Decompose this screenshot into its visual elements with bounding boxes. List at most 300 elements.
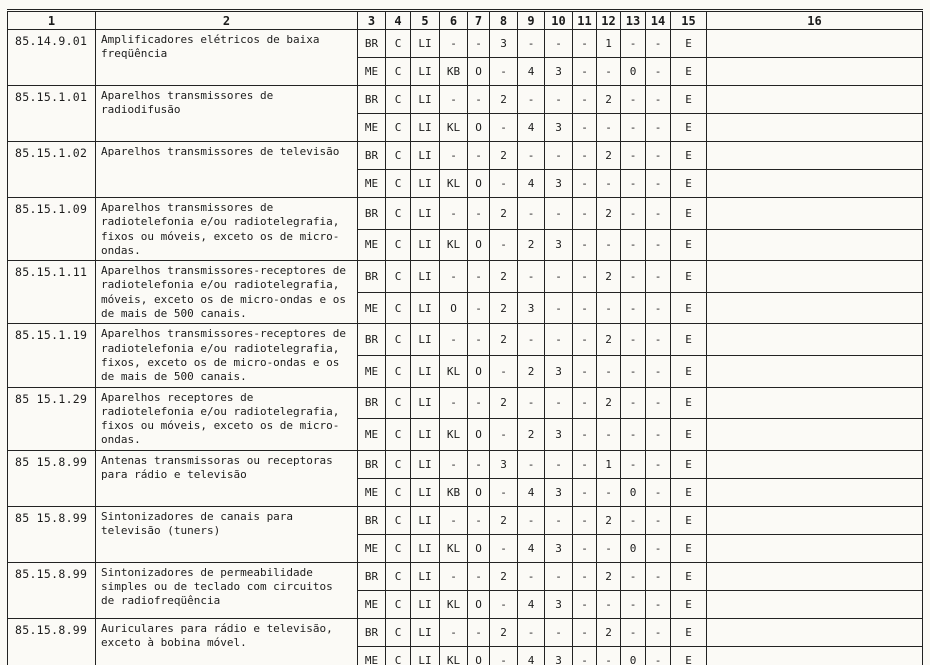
value-cell [707,590,923,618]
value-cell: E [671,58,707,86]
value-cell: 2 [597,142,621,170]
value-cell: O [468,534,490,562]
value-cell: - [573,198,597,230]
value-cell: C [386,646,411,665]
value-cell: - [646,170,671,198]
value-cell: - [573,562,597,590]
value-cell: 2 [597,86,621,114]
value-cell: - [545,387,573,419]
origin-cell: ME [358,292,386,324]
value-cell: 0 [621,58,646,86]
value-cell: LI [411,292,440,324]
value-cell: - [621,170,646,198]
value-cell: KL [440,355,468,387]
value-cell: C [386,198,411,230]
value-cell: O [468,229,490,261]
value-cell: - [573,590,597,618]
value-cell: - [597,114,621,142]
value-cell: LI [411,355,440,387]
value-cell: - [490,478,518,506]
value-cell: - [573,170,597,198]
value-cell: E [671,419,707,451]
table-row [8,261,923,293]
value-cell: - [646,387,671,419]
column-header: 2 [96,11,358,30]
value-cell: - [490,419,518,451]
value-cell: 2 [597,618,621,646]
origin-cell: BR [358,261,386,293]
value-cell: C [386,534,411,562]
origin-cell: ME [358,355,386,387]
value-cell: - [518,387,545,419]
value-cell: - [621,419,646,451]
value-cell: - [597,478,621,506]
value-cell: - [597,534,621,562]
value-cell [707,450,923,478]
value-cell: LI [411,590,440,618]
value-cell: - [573,58,597,86]
value-cell [707,58,923,86]
value-cell: - [440,506,468,534]
value-cell: C [386,562,411,590]
code-cell: 85.15.1.02 [8,142,96,198]
column-header: 10 [545,11,573,30]
origin-cell: ME [358,229,386,261]
value-cell: O [440,292,468,324]
value-cell: O [468,646,490,665]
value-cell: - [468,261,490,293]
value-cell [707,261,923,293]
value-cell: C [386,590,411,618]
value-cell: 2 [490,387,518,419]
value-cell: C [386,261,411,293]
value-cell: E [671,142,707,170]
value-cell: LI [411,229,440,261]
value-cell: 2 [597,562,621,590]
value-cell [707,324,923,356]
value-cell: LI [411,261,440,293]
table-body [8,30,923,665]
origin-cell: ME [358,534,386,562]
value-cell: - [597,229,621,261]
value-cell: E [671,478,707,506]
value-cell: - [545,30,573,58]
value-cell: - [468,618,490,646]
value-cell: - [646,30,671,58]
origin-cell: BR [358,198,386,230]
tariff-table [7,9,923,665]
value-cell: - [440,450,468,478]
value-cell: - [468,324,490,356]
column-header: 9 [518,11,545,30]
origin-cell: BR [358,30,386,58]
value-cell: 3 [545,355,573,387]
value-cell: - [468,198,490,230]
value-cell: 2 [490,198,518,230]
value-cell: KL [440,534,468,562]
value-cell: LI [411,387,440,419]
origin-cell: BR [358,142,386,170]
value-cell [707,86,923,114]
value-cell: KL [440,419,468,451]
value-cell: KL [440,229,468,261]
value-cell: 0 [621,646,646,665]
value-cell: 3 [518,292,545,324]
value-cell: LI [411,114,440,142]
value-cell: - [621,590,646,618]
code-cell: 85.15.1.19 [8,324,96,387]
origin-cell: BR [358,506,386,534]
value-cell: - [646,229,671,261]
value-cell: - [573,419,597,451]
value-cell: LI [411,198,440,230]
value-cell: KB [440,478,468,506]
column-header: 14 [646,11,671,30]
value-cell: LI [411,58,440,86]
value-cell [707,478,923,506]
value-cell: O [468,590,490,618]
description-cell: Aparelhos transmissores-receptores de radiotelefonia e/ou radiotelegrafia, móveis, exceto os de micro-ondas e os de mais de 500 canais. [96,261,358,324]
value-cell: O [468,419,490,451]
value-cell: E [671,387,707,419]
value-cell: LI [411,562,440,590]
value-cell [707,170,923,198]
value-cell: 2 [490,562,518,590]
value-cell: O [468,355,490,387]
value-cell: - [440,86,468,114]
value-cell: - [545,142,573,170]
value-cell: C [386,292,411,324]
description-cell: Antenas transmissoras ou receptoras para rádio e televisão [96,450,358,506]
value-cell: - [646,198,671,230]
value-cell: 2 [490,292,518,324]
value-cell: - [646,534,671,562]
value-cell: - [597,419,621,451]
table-row [8,562,923,590]
value-cell: 2 [597,198,621,230]
value-cell: 3 [545,114,573,142]
value-cell: - [573,618,597,646]
value-cell: - [518,506,545,534]
table-row [8,618,923,646]
value-cell: - [621,229,646,261]
value-cell: - [573,86,597,114]
value-cell: E [671,292,707,324]
value-cell: - [468,562,490,590]
value-cell: C [386,30,411,58]
value-cell: LI [411,419,440,451]
description-cell: Aparelhos transmissores de radiotelefonia e/ou radiotelegrafia, fixos ou móveis, exceto os de micro-ondas. [96,198,358,261]
origin-cell: ME [358,646,386,665]
value-cell: E [671,506,707,534]
value-cell: - [573,114,597,142]
column-header: 16 [707,11,923,30]
value-cell: - [597,170,621,198]
table-row [8,86,923,114]
value-cell: - [518,450,545,478]
value-cell: - [573,450,597,478]
value-cell: - [468,86,490,114]
value-cell: - [490,590,518,618]
code-cell: 85 15.8.99 [8,506,96,562]
value-cell: - [545,292,573,324]
value-cell: - [646,114,671,142]
value-cell: - [545,324,573,356]
value-cell: E [671,646,707,665]
value-cell: 3 [545,590,573,618]
value-cell: 2 [597,387,621,419]
description-cell: Aparelhos transmissores de televisão [96,142,358,198]
value-cell: O [468,170,490,198]
value-cell: E [671,261,707,293]
origin-cell: ME [358,419,386,451]
code-cell: 85.15.8.99 [8,562,96,618]
value-cell: - [646,58,671,86]
value-cell [707,534,923,562]
column-header: 1 [8,11,96,30]
header-row [8,11,923,30]
value-cell: - [646,419,671,451]
column-header: 12 [597,11,621,30]
value-cell: 2 [490,86,518,114]
value-cell: KL [440,646,468,665]
value-cell: - [646,646,671,665]
value-cell: C [386,324,411,356]
value-cell: C [386,478,411,506]
value-cell: - [621,618,646,646]
value-cell: E [671,114,707,142]
value-cell: E [671,30,707,58]
table-row [8,506,923,534]
value-cell: - [597,292,621,324]
value-cell: 2 [490,142,518,170]
value-cell: 3 [545,229,573,261]
value-cell: - [573,646,597,665]
value-cell: - [545,618,573,646]
value-cell: - [573,387,597,419]
value-cell: 4 [518,478,545,506]
value-cell: - [440,324,468,356]
value-cell: - [518,261,545,293]
value-cell: - [646,324,671,356]
origin-cell: BR [358,324,386,356]
value-cell: - [621,387,646,419]
column-header: 11 [573,11,597,30]
code-cell: 85.15.8.99 [8,618,96,665]
table-row [8,198,923,230]
value-cell: - [621,198,646,230]
value-cell: C [386,58,411,86]
value-cell: 3 [545,478,573,506]
value-cell: - [545,198,573,230]
value-cell: - [468,387,490,419]
value-cell: 2 [518,229,545,261]
value-cell [707,506,923,534]
value-cell [707,30,923,58]
value-cell [707,387,923,419]
origin-cell: BR [358,562,386,590]
value-cell: - [597,590,621,618]
value-cell: - [440,618,468,646]
value-cell: O [468,478,490,506]
origin-cell: BR [358,387,386,419]
value-cell: - [621,324,646,356]
value-cell: 2 [518,419,545,451]
description-cell: Auriculares para rádio e televisão, exceto à bobina móvel. [96,618,358,665]
value-cell: - [573,30,597,58]
value-cell: - [440,387,468,419]
table-row [8,30,923,58]
value-cell: E [671,534,707,562]
value-cell: - [490,534,518,562]
value-cell: 3 [545,534,573,562]
value-cell: 4 [518,170,545,198]
value-cell: 3 [490,450,518,478]
value-cell: - [621,292,646,324]
value-cell [707,142,923,170]
value-cell: 4 [518,114,545,142]
value-cell: 2 [490,618,518,646]
origin-cell: BR [358,450,386,478]
value-cell: - [646,450,671,478]
value-cell: LI [411,506,440,534]
value-cell: KL [440,170,468,198]
value-cell: 2 [518,355,545,387]
value-cell: C [386,86,411,114]
value-cell: - [490,229,518,261]
code-cell: 85.15.1.09 [8,198,96,261]
value-cell: E [671,86,707,114]
value-cell: - [573,355,597,387]
value-cell: - [545,450,573,478]
value-cell: E [671,170,707,198]
value-cell: E [671,198,707,230]
value-cell: 2 [597,324,621,356]
value-cell: - [646,506,671,534]
value-cell: - [573,292,597,324]
value-cell: - [468,292,490,324]
value-cell: - [621,114,646,142]
value-cell: O [468,58,490,86]
value-cell: - [545,261,573,293]
value-cell: E [671,590,707,618]
value-cell [707,229,923,261]
origin-cell: BR [358,86,386,114]
table-row [8,324,923,356]
value-cell: C [386,355,411,387]
value-cell: - [621,30,646,58]
value-cell: 3 [490,30,518,58]
value-cell: - [573,142,597,170]
value-cell: - [621,562,646,590]
value-cell: - [545,86,573,114]
value-cell: - [518,142,545,170]
value-cell: - [468,506,490,534]
code-cell: 85.14.9.01 [8,30,96,86]
value-cell: - [646,618,671,646]
value-cell: - [621,355,646,387]
value-cell: C [386,114,411,142]
table-header [8,11,923,30]
value-cell: - [646,86,671,114]
value-cell: LI [411,646,440,665]
value-cell: 3 [545,58,573,86]
value-cell: 4 [518,646,545,665]
code-cell: 85.15.1.11 [8,261,96,324]
value-cell [707,419,923,451]
column-header: 5 [411,11,440,30]
column-header: 13 [621,11,646,30]
value-cell: E [671,324,707,356]
code-cell: 85.15.1.01 [8,86,96,142]
value-cell: - [518,324,545,356]
value-cell: E [671,618,707,646]
value-cell: LI [411,450,440,478]
value-cell: - [621,86,646,114]
value-cell: - [621,142,646,170]
value-cell: C [386,229,411,261]
description-cell: Aparelhos transmissores-receptores de radiotelefonia e/ou radiotelegrafia, fixos, exceto os de micro-ondas e os de mais de 500 canais. [96,324,358,387]
origin-cell: ME [358,58,386,86]
value-cell: C [386,387,411,419]
column-header: 15 [671,11,707,30]
value-cell: - [597,646,621,665]
value-cell: E [671,450,707,478]
value-cell: - [573,261,597,293]
value-cell: 3 [545,419,573,451]
code-cell: 85 15.1.29 [8,387,96,450]
value-cell: C [386,506,411,534]
value-cell [707,355,923,387]
value-cell: E [671,355,707,387]
value-cell: - [545,562,573,590]
value-cell: - [468,142,490,170]
value-cell: - [490,355,518,387]
value-cell: - [490,170,518,198]
value-cell: - [518,618,545,646]
value-cell: LI [411,534,440,562]
value-cell: - [646,355,671,387]
value-cell: - [646,478,671,506]
description-cell: Aparelhos receptores de radiotelefonia e/ou radiotelegrafia, fixos ou móveis, exceto os de micro-ondas. [96,387,358,450]
table-row [8,387,923,419]
value-cell: LI [411,324,440,356]
column-header: 8 [490,11,518,30]
value-cell: - [573,534,597,562]
origin-cell: ME [358,114,386,142]
value-cell [707,114,923,142]
column-header: 4 [386,11,411,30]
value-cell: - [468,30,490,58]
description-cell: Sintonizadores de canais para televisão (tuners) [96,506,358,562]
value-cell: - [646,292,671,324]
column-header: 6 [440,11,468,30]
column-header: 3 [358,11,386,30]
value-cell: - [440,198,468,230]
value-cell: E [671,562,707,590]
value-cell: C [386,419,411,451]
value-cell: KB [440,58,468,86]
value-cell: 2 [597,506,621,534]
value-cell: 1 [597,30,621,58]
value-cell: 2 [490,506,518,534]
value-cell: - [573,506,597,534]
origin-cell: ME [358,170,386,198]
value-cell: 3 [545,646,573,665]
value-cell: - [573,324,597,356]
value-cell: - [468,450,490,478]
value-cell: O [468,114,490,142]
